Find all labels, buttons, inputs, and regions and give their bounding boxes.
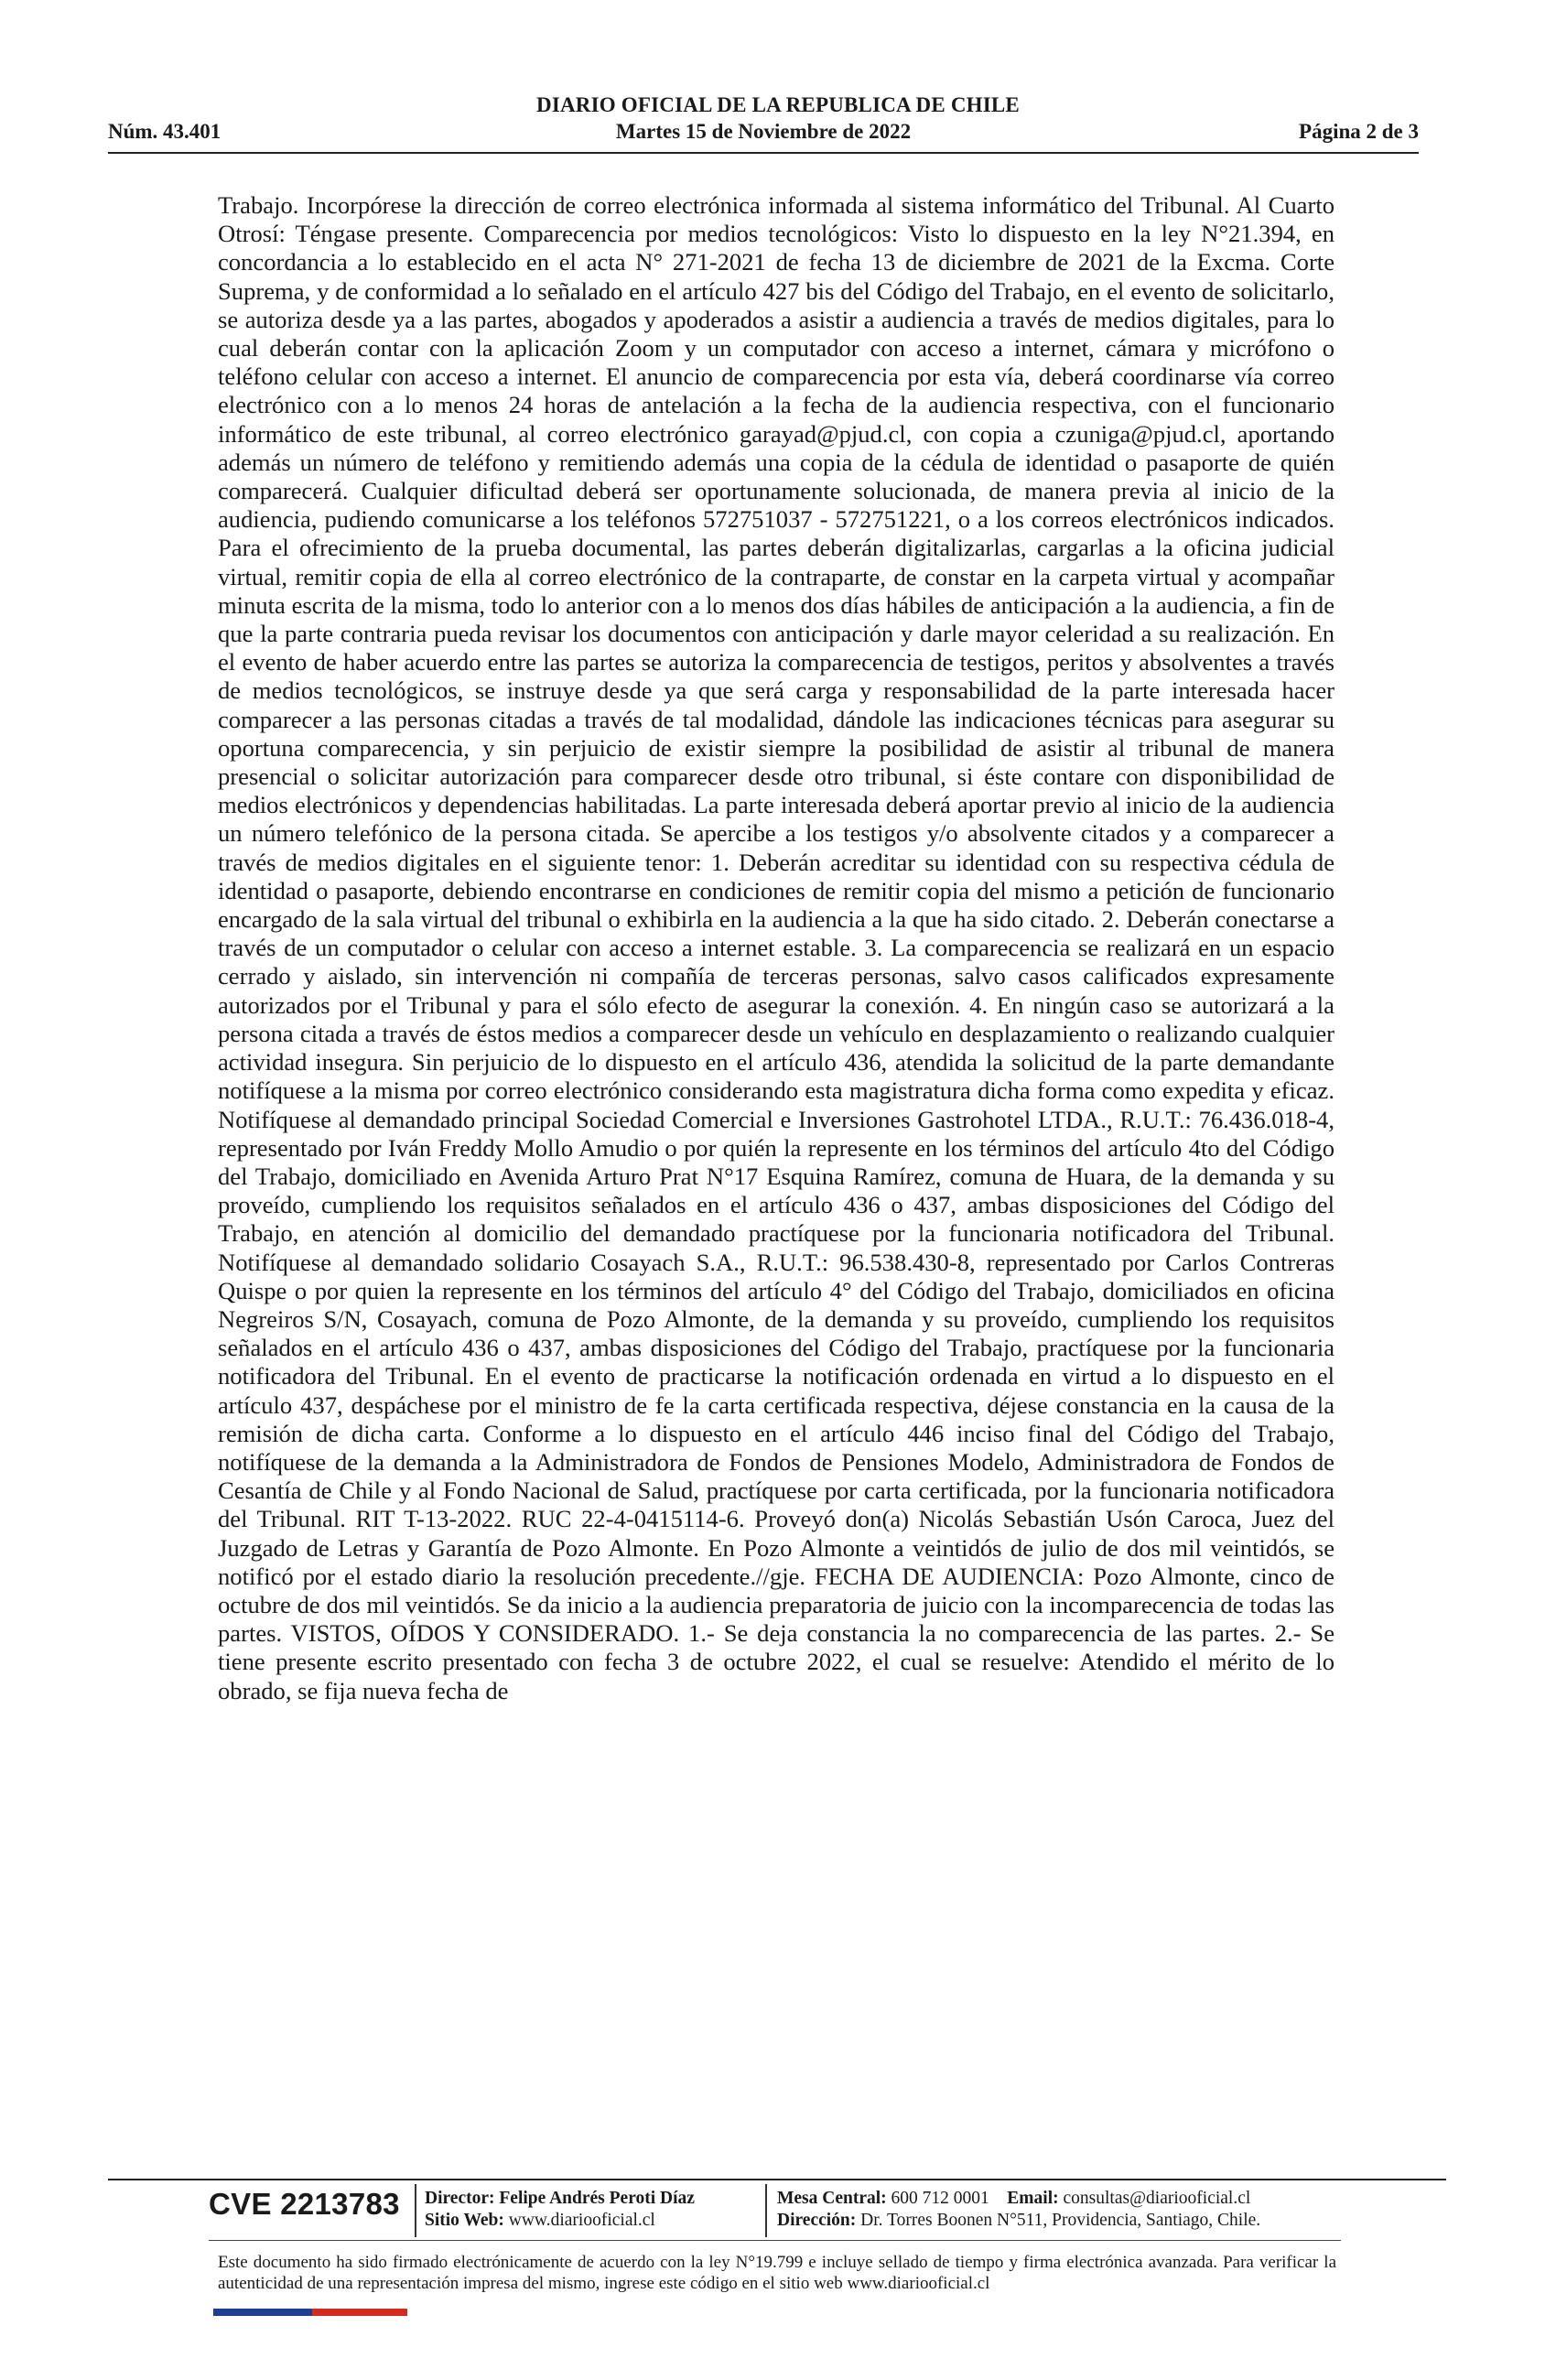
footer-director-block [425,2188,695,2232]
footer-contact-block [777,2188,1260,2232]
site-label: Sitio Web: [425,2211,504,2230]
director-label: Director: [425,2189,495,2208]
page-indicator: Página 2 de 3 [1299,120,1419,143]
address-value: Dr. Torres Boonen N°511, Providencia, Santiago, Chile. [860,2211,1261,2230]
body-text: Trabajo. Incorpórese la dirección de correo electrónica informada al sistema informático del Tribunal. Al Cuarto Otrosí: Téngase presente. Comparecencia por medios tecnológicos: Visto lo dispuesto en la ley N°21.394, en concordancia a lo establecido en el acta N° 271-2021 de fecha 13 de diciembre de 2021 de la Excma. Corte Suprema, y de conformidad a lo señalado en el artículo 427 bis del Código del Trabajo, en el evento de solicitarlo, se autoriza desde ya a las partes, abogados y apoderados a asistir a audiencia a través de medios digitales, para lo cual deberán contar con la aplicación Zoom y un computador con acceso a internet, cámara y micrófono o teléfono celular con acceso a internet. El anuncio de comparecencia por esta vía, deberá coordinarse vía correo electrónico con a lo menos 24 horas de antelación a la fecha de la audiencia respectiva, con el funcionario informático de este tribunal, al correo electrónico garayad@pjud.cl, con copia a czuniga@pjud.cl, aportando además un número de teléfono y remitiendo además una copia de la cédula de identidad o pasaporte de quién comparecerá. Cualquier dificultad deberá ser oportunamente solucionada, de manera previa al inicio de la audiencia, pudiendo comunicarse a los teléfonos 572751037 - 572751221, o a los correos electrónicos indicados. Para el ofrecimiento de la prueba documental, las partes deberán digitalizarlas, cargarlas a la oficina judicial virtual, remitir copia de ella al correo electrónico de la contraparte, de constar en la carpeta virtual y acompañar minuta escrita de la misma, todo lo anterior con a lo menos dos días hábiles de anticipación a la audiencia, a fin de que la parte contraria pueda revisar los documentos con anticipación y darle mayor celeridad a su realización. En el evento de haber acuerdo entre las partes se autoriza la comparecencia de testigos, peritos y absolventes a través de medios tecnológicos, se instruye desde ya que será carga y responsabilidad de la parte interesada hacer comparecer a las personas citadas a través de tal modalidad, dándole las indicaciones técnicas para asegurar su oportuna comparecencia, y sin perjuicio de existir siempre la posibilidad de asistir al tribunal de manera presencial o solicitar autorización para comparecer desde otro tribunal, si éste contare con disponibilidad de medios electrónicos y dependencias habilitadas. La parte interesada deberá aportar previo al inicio de la audiencia un número telefónico de la persona citada. Se apercibe a los testigos y/o absolvente citados y a comparecer a través de medios digitales en el siguiente tenor: 1. Deberán acreditar su identidad con su respectiva cédula de identidad o pasaporte, debiendo encontrarse en condiciones de remitir copia del mismo a petición de funcionario encargado de la sala virtual del tribunal o exhibirla en la audiencia a la que ha sido citado. 2. Deberán conectarse a través de un computador o celular con acceso a internet estable. 3. La comparecencia se realizará en un espacio cerrado y aislado, sin intervención ni compañía de terceras personas, salvo casos calificados expresamente autorizados por el Tribunal y para el sólo efecto de asegurar la conexión. 4. En ningún caso se autorizará a la persona citada a través de éstos medios a comparecer desde un vehículo en desplazamiento o realizando cualquier actividad insegura. Sin perjuicio de lo dispuesto en el artículo 436, atendida la solicitud de la parte demandante notifíquese a la misma por correo electrónico considerando esta magistratura dicha forma como expedita y eficaz. Notifíquese al demandado principal Sociedad Comercial e Inversiones Gastrohotel LTDA., R.U.T.: 76.436.018-4, representado por Iván Freddy Mollo Amudio o por quién la represente en los términos del artículo 4to del Código del Trabajo, domiciliado en Avenida Arturo Prat N°17 Esquina Ramírez, comuna de Huara, de la demanda y su proveído, cumpliendo los requisitos señalados en el artículo 436 o 437, ambas disposiciones del Código del Trabajo, en atención al domicilio del demandado practíquese por la funcionaria notificadora del Tribunal. Notifíquese al demandado solidario Cosayach S.A., R.U.T.: 96.538.430-8, representado por Carlos Contreras Quispe o por quien la represente en los términos del artículo 4° del Código del Trabajo, domiciliados en oficina Negreiros S/N, Cosayach, comuna de Pozo Almonte, de la demanda y su proveído, cumpliendo los requisitos señalados en el artículo 436 o 437, ambas disposiciones del Código del Trabajo, practíquese por la funcionaria notificadora del Tribunal. En el evento de practicarse la notificación ordenada en virtud a lo dispuesto en el artículo 437, despáchese por el ministro de fe la carta certificada respectiva, déjese constancia en la causa de la remisión de dicha carta. Conforme a lo dispuesto en el artículo 446 inciso final del Código del Trabajo, notifíquese de la demanda a la Administradora de Fondos de Pensiones Modelo, Administradora de Fondos de Cesantía de Chile y al Fondo Nacional de Salud, practíquese por carta certificada, por la funcionaria notificadora del Tribunal. RIT T-13-2022. RUC 22-4-0415114-6. Proveyó don(a) Nicolás Sebastián Usón Caroca, Juez del Juzgado de Letras y Garantía de Pozo Almonte. En Pozo Almonte a veintidós de julio de dos mil veintidós, se notificó por el estado diario la resolución precedente.//gje. FECHA DE AUDIENCIA: Pozo Almonte, cinco de octubre de dos mil veintidós. Se da inicio a la audiencia preparatoria de juicio con la incomparecencia de todas las partes. VISTOS, OÍDOS Y CONSIDERADO. 1.- Se deja constancia la no comparecencia de las partes. 2.- Se tiene presente escrito presentado con fecha 3 de octubre 2022, el cual se resuelve: Atendido el mérito de lo obrado, se fija nueva fecha de [218,191,1334,1704]
flag-blue-band [213,2309,312,2316]
cve-code: CVE 2213783 [209,2187,400,2221]
footer-note-divider [209,2240,1341,2241]
issue-number: Núm. 43.401 [108,120,222,143]
header-divider [108,152,1419,154]
newspaper-title: DIARIO OFICIAL DE LA REPUBLICA DE CHILE [536,93,1020,116]
email-link[interactable]: consultas@diariooficial.cl [1063,2189,1251,2208]
address-label: Dirección: [777,2211,857,2230]
mesa-phone: 600 712 0001 [891,2189,989,2208]
mesa-label: Mesa Central: [777,2189,887,2208]
director-name: Felipe Andrés Peroti Díaz [499,2189,695,2208]
site-link[interactable]: www.diariooficial.cl [508,2211,655,2230]
footer-separator [415,2184,416,2237]
issue-date: Martes 15 de Noviembre de 2022 [615,120,912,143]
flag-stripe [213,2309,407,2316]
footer-separator [765,2184,767,2237]
header-row [108,120,1419,147]
footer-divider [108,2179,1446,2180]
flag-red-band [312,2309,407,2316]
verification-note: Este documento ha sido firmado electrónicamente de acuerdo con la ley N°19.799 e incluye sellado de tiempo y firma electrónica avanzada. Para verificar la autenticidad de una representación impresa del mismo, ingrese este código en el sitio web www.diariooficial.cl [218,2253,1336,2293]
email-label: Email: [1007,2189,1059,2208]
